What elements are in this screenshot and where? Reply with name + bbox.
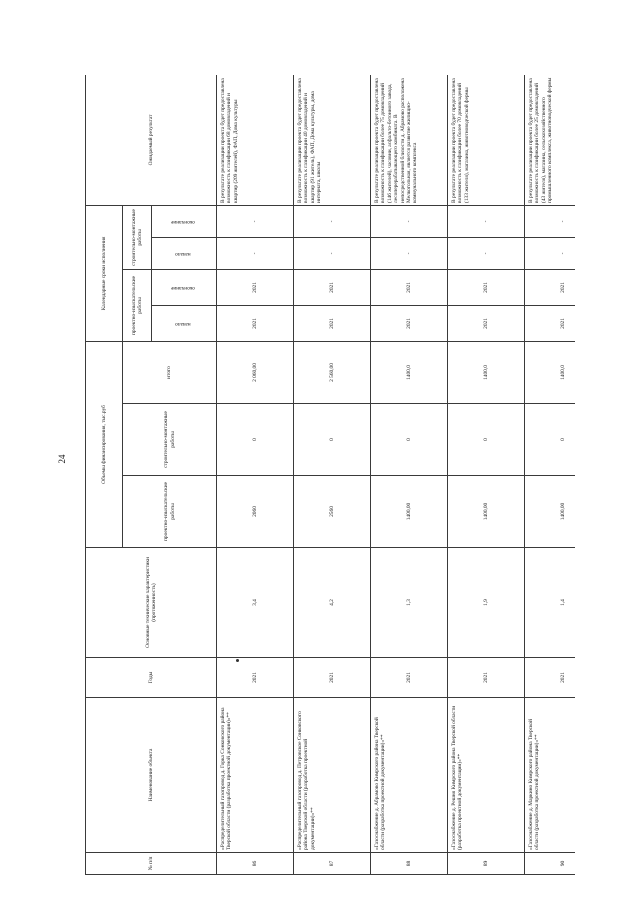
cell-constr-end: - (448, 205, 525, 237)
header-deadlines-design: проектно-изыскательские работы (123, 269, 152, 341)
cell-construction-cost: 0 (525, 404, 576, 476)
page-number: 24 (57, 454, 67, 464)
header-constr-start: начало (152, 237, 217, 269)
cell-result: В результате реализации проекта будет предоставлена возможность к газификации более 70 домовладений (133 жителя), магазина, животноводческой фермы (448, 75, 525, 205)
table-row (448, 75, 525, 875)
cell-design-cost: 1400,00 (448, 476, 525, 548)
cell-total: 2 060,00 (217, 341, 294, 403)
header-characteristics: Основные технические характеристики (протяженность) (86, 548, 217, 658)
cell-total: 1400,0 (448, 341, 525, 403)
table-row (294, 75, 371, 875)
table-row (217, 75, 294, 875)
header-financing-group: Объемы финансирования, тыс.руб (86, 341, 123, 547)
cell-no: 89 (448, 853, 525, 875)
cell-design-start: 2021 (217, 305, 294, 341)
cell-design-cost: 2560 (294, 476, 371, 548)
cell-construction-cost: 0 (217, 404, 294, 476)
cell-construction-cost: 0 (448, 404, 525, 476)
cell-design-cost: 1400,00 (371, 476, 448, 548)
header-year: Годы (86, 658, 217, 698)
rotated-table-frame (85, 75, 575, 875)
cell-constr-start: - (217, 237, 294, 269)
cell-design-start: 2021 (371, 305, 448, 341)
cell-design-start: 2021 (525, 305, 576, 341)
table-row (525, 75, 576, 875)
cell-result: В результате реализации проекта будет предоставлена возможность к газификации более 75 домовладений (146 жителей), часовни, асфальто-бетонного завода, лесоперерабатывающего комбината. В непосредственной близости д. Абрамово расположена Мелкогольная, является развитие жилищно-коммунального комплекса (371, 75, 448, 205)
cell-total: 1400,0 (525, 341, 576, 403)
cell-construction-cost: 0 (294, 404, 371, 476)
cell-year: 2021 (448, 658, 525, 698)
cell-name: «Газоснабжение д. Маркино Кимрского района Тверской области (разработка проектной документации)»** (525, 698, 576, 853)
gasification-table (85, 75, 575, 875)
cell-year: 2021 (525, 658, 576, 698)
cell-no: 90 (525, 853, 576, 875)
cell-no: 88 (371, 853, 448, 875)
cell-no: 87 (294, 853, 371, 875)
cell-result: В результате реализации проекта будет предоставлена возможность к газификации более 25 домовладений (43 жителя), магазина, сельскохозяйственного промышленного комплекса, животноводческой фермы (525, 75, 576, 205)
cell-design-cost: 1400,00 (525, 476, 576, 548)
cell-construction-cost: 0 (371, 404, 448, 476)
cell-design-end: 2021 (371, 269, 448, 305)
cell-no: 86 (217, 853, 294, 875)
cell-name: «Газоснабжение д. Решня Кимрского района Тверской области (разработка проектной документации)»** (448, 698, 525, 853)
header-name: Наименование объекта (86, 698, 217, 853)
rotated-table-container (85, 75, 575, 875)
cell-year: 2021 (294, 658, 371, 698)
cell-name: «Газоснабжение д. Абрамово Кимрского района Тверской области (разработка проектной документации)»** (371, 698, 448, 853)
cell-design-end: 2021 (525, 269, 576, 305)
cell-characteristics: 1,4 (525, 548, 576, 658)
table-header-row-1 (86, 75, 123, 875)
cell-total: 1400,0 (371, 341, 448, 403)
header-deadlines-construction: строительно-монтажные работы (123, 205, 152, 269)
cell-characteristics: 3,4 (217, 548, 294, 658)
cell-constr-start: - (448, 237, 525, 269)
cell-design-start: 2021 (448, 305, 525, 341)
cell-characteristics: 1,9 (448, 548, 525, 658)
cell-design-end: 2021 (294, 269, 371, 305)
header-financing-total: итого (123, 341, 217, 403)
cell-constr-end: - (371, 205, 448, 237)
cell-year: 2021 (371, 658, 448, 698)
header-result: Ожидаемый результат (86, 75, 217, 205)
cell-constr-end: - (217, 205, 294, 237)
cell-design-cost: 2060 (217, 476, 294, 548)
cell-name: «Распределительный газопровод д. Горка Сонковского района Тверской области (разработка проектной документации)»** (217, 698, 294, 853)
header-deadlines-group: Календарные сроки исполнения (86, 205, 123, 341)
cell-design-start: 2021 (294, 305, 371, 341)
header-design-end: окончание (152, 269, 217, 305)
table-row (371, 75, 448, 875)
header-financing-construction: строительно-монтажные работы (123, 404, 217, 476)
cell-constr-end: - (525, 205, 576, 237)
header-design-start: начало (152, 305, 217, 341)
cell-result: В результате реализации проекта будет предоставлена возможность к газификации 40 домовладений и квартир (91 житель), ФАП, Дома культуры, дома интерната, школы (294, 75, 371, 205)
cell-design-end: 2021 (448, 269, 525, 305)
cell-constr-start: - (525, 237, 576, 269)
cell-characteristics: 1,3 (371, 548, 448, 658)
header-constr-end: окончание (152, 205, 217, 237)
cell-design-end: 2021 (217, 269, 294, 305)
cell-name: «Распределительный газопровод д. Петровское Сонковского района Тверской области (разработка проектной документации)»** (294, 698, 371, 853)
cell-year: 2021 (217, 658, 294, 698)
header-no: № п/п (86, 853, 217, 875)
cell-total: 2 560,00 (294, 341, 371, 403)
cell-characteristics: 4,2 (294, 548, 371, 658)
header-financing-design: проектно-изыскательские работы (123, 476, 217, 548)
cell-constr-start: - (371, 237, 448, 269)
cell-result: В результате реализации проекта будет предоставлена возможность к газификации 68 домовладений и квартир (209 жителей), ФАП, Дома культуры (217, 75, 294, 205)
cell-constr-end: - (294, 205, 371, 237)
cell-constr-start: - (294, 237, 371, 269)
